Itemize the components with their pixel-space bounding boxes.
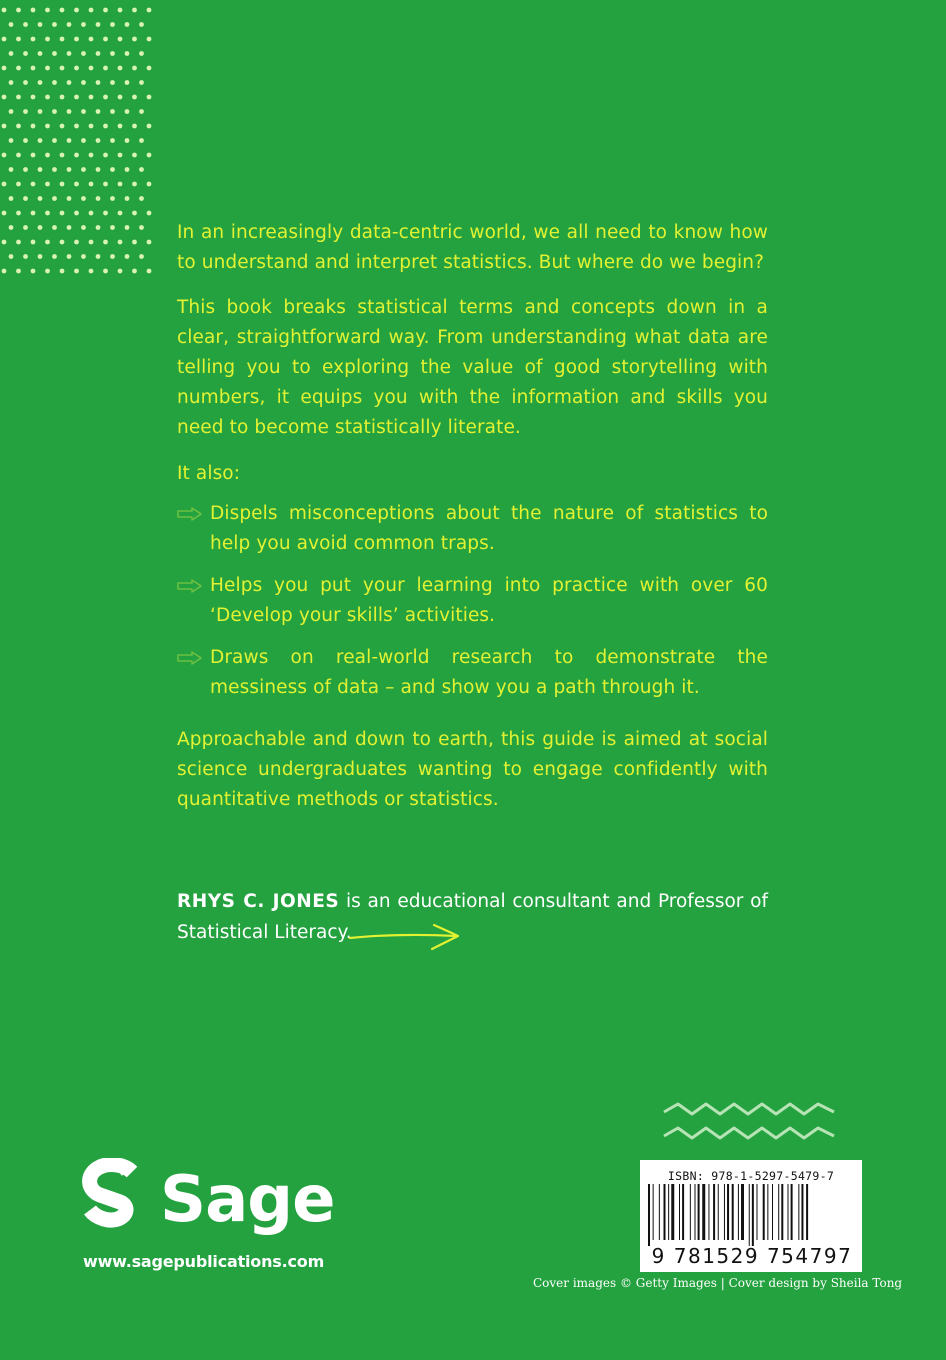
pattern-dot [60, 37, 65, 42]
pattern-dot [45, 211, 50, 216]
pattern-dot [23, 196, 28, 201]
pattern-dot [52, 254, 57, 259]
pattern-dot [147, 240, 152, 245]
pattern-dot [139, 109, 144, 114]
pattern-dot [16, 211, 21, 216]
pattern-dot [132, 211, 137, 216]
pattern-dot [31, 153, 36, 158]
pattern-dot [45, 240, 50, 245]
summary-paragraph: This book breaks statistical terms and concepts down in a clear, straightforward way. From understanding what data are telling you to exploring the value of good storytelling with numbers, it equips you with the information and skills you need to become statistically literate. [177, 297, 768, 438]
pattern-dot [60, 153, 65, 158]
arrow-bullet-icon [177, 507, 203, 521]
pattern-dot [60, 95, 65, 100]
arrow-bullet-icon [177, 579, 203, 593]
pattern-dot [67, 22, 72, 27]
pattern-dot [103, 269, 108, 274]
pattern-dot [103, 66, 108, 71]
pattern-dot [132, 95, 137, 100]
pattern-dot [89, 8, 94, 13]
pattern-dot [74, 95, 79, 100]
barcode-bar [798, 1184, 799, 1240]
pattern-dot [132, 37, 137, 42]
barcode-bar [767, 1184, 768, 1240]
pattern-dot [74, 124, 79, 129]
pattern-dot [125, 138, 130, 143]
pattern-dot [31, 8, 36, 13]
pattern-dot [16, 240, 21, 245]
bullet-item [177, 499, 768, 559]
bullet-text: Draws on real-world research to demonstrate the messiness of data – and show you a path through it. [210, 647, 768, 698]
barcode-bar [671, 1184, 674, 1240]
barcode-bar [679, 1184, 680, 1240]
pattern-dot [16, 66, 21, 71]
author-name: RHYS C. JONES [177, 891, 340, 912]
also-label: It also: [177, 463, 241, 484]
pattern-dot [89, 269, 94, 274]
pattern-dot [147, 182, 152, 187]
barcode-bar [724, 1184, 725, 1240]
publisher-website[interactable]: www.sagepublications.com [83, 1252, 325, 1271]
pattern-dot [89, 124, 94, 129]
pattern-dot [45, 8, 50, 13]
pattern-dot [67, 196, 72, 201]
pattern-dot [23, 167, 28, 172]
pattern-dot [89, 37, 94, 42]
pattern-dot [132, 182, 137, 187]
pattern-dot [103, 240, 108, 245]
intro-paragraph: In an increasingly data-centric world, we all need to know how to understand and interpret statistics. But where do we begin? [177, 222, 768, 273]
pattern-dot [125, 167, 130, 172]
bullet-item [177, 571, 768, 631]
pattern-dot [139, 167, 144, 172]
pattern-dot [45, 182, 50, 187]
pattern-dot [23, 80, 28, 85]
pattern-dot [38, 225, 43, 230]
pattern-dot [118, 66, 123, 71]
pattern-dot [45, 124, 50, 129]
pattern-dot [74, 66, 79, 71]
pattern-dot [96, 51, 101, 56]
pattern-dot [45, 37, 50, 42]
barcode-bar [772, 1184, 773, 1240]
pattern-dot [125, 22, 130, 27]
pattern-dot [2, 153, 7, 158]
pattern-dot [52, 167, 57, 172]
barcode-bar [702, 1184, 705, 1240]
pattern-dot [52, 138, 57, 143]
pattern-dot [2, 269, 7, 274]
pattern-dot [38, 254, 43, 259]
pattern-dot [52, 22, 57, 27]
pattern-dot [45, 66, 50, 71]
pattern-dot [16, 182, 21, 187]
pattern-dot [147, 211, 152, 216]
barcode-bar [713, 1184, 715, 1240]
pattern-dot [74, 182, 79, 187]
author-bio [177, 886, 768, 948]
barcode-bar [763, 1184, 765, 1240]
pattern-dot [110, 225, 115, 230]
pattern-dot [67, 225, 72, 230]
pattern-dot [89, 240, 94, 245]
bullet-item [177, 643, 768, 703]
pattern-dot [96, 196, 101, 201]
pattern-dot [9, 138, 14, 143]
pattern-dot [103, 211, 108, 216]
pattern-dot [118, 211, 123, 216]
pattern-dot [96, 109, 101, 114]
pattern-dot [147, 66, 152, 71]
pattern-dot [139, 225, 144, 230]
pattern-dot [67, 109, 72, 114]
barcode-bar [653, 1184, 654, 1240]
pattern-dot [132, 269, 137, 274]
pattern-dot [89, 66, 94, 71]
pattern-dot [16, 269, 21, 274]
pattern-dot [23, 254, 28, 259]
barcode-bar [659, 1184, 660, 1240]
pattern-dot [67, 51, 72, 56]
pattern-dot [103, 8, 108, 13]
pattern-dot [118, 153, 123, 158]
barcode-bar [749, 1184, 750, 1246]
pattern-dot [147, 153, 152, 158]
pattern-dot [2, 240, 7, 245]
barcode-bar [664, 1184, 666, 1240]
barcode-number: 9 781529 754797 [651, 1244, 853, 1268]
pattern-dot [139, 196, 144, 201]
barcode-bar [727, 1184, 729, 1240]
dot-pattern [0, 0, 160, 275]
pattern-dot [60, 124, 65, 129]
pattern-dot [16, 124, 21, 129]
pattern-dot [81, 167, 86, 172]
hand-drawn-arrow-icon [348, 922, 464, 952]
pattern-dot [67, 167, 72, 172]
pattern-dot [2, 182, 7, 187]
pattern-dot [38, 138, 43, 143]
pattern-dot [38, 80, 43, 85]
pattern-dot [9, 167, 14, 172]
pattern-dot [118, 95, 123, 100]
pattern-dot [74, 37, 79, 42]
pattern-dot [74, 211, 79, 216]
pattern-dot [81, 109, 86, 114]
barcode-bar [718, 1184, 719, 1240]
pattern-dot [23, 138, 28, 143]
barcode-bar [757, 1184, 758, 1240]
pattern-dot [60, 182, 65, 187]
pattern-dot [9, 22, 14, 27]
pattern-dot [2, 95, 7, 100]
pattern-dot [139, 138, 144, 143]
author-description: is an educational consultant and Professor of Statistical Literacy. [177, 891, 768, 943]
pattern-dot [67, 80, 72, 85]
pattern-dot [52, 225, 57, 230]
pattern-dot [81, 225, 86, 230]
pattern-dot [81, 80, 86, 85]
pattern-dot [147, 37, 152, 42]
pattern-dot [110, 254, 115, 259]
barcode-bar [741, 1184, 744, 1240]
barcode-bar [781, 1184, 783, 1240]
arrow-bullet-icon [177, 651, 203, 665]
pattern-dot [52, 80, 57, 85]
isbn-label: ISBN: 978-1-5297-5479-7 [667, 1169, 835, 1183]
pattern-dot [125, 196, 130, 201]
pattern-dot [89, 211, 94, 216]
barcode-bar [690, 1184, 691, 1240]
pattern-dot [2, 211, 7, 216]
pattern-dot [110, 109, 115, 114]
pattern-dot [38, 51, 43, 56]
pattern-dot [60, 240, 65, 245]
pattern-dot [16, 8, 21, 13]
pattern-dot [125, 225, 130, 230]
bullet-text: Helps you put your learning into practice with over 60 ‘Develop your skills’ activities. [210, 575, 768, 626]
pattern-dot [139, 80, 144, 85]
pattern-dot [89, 95, 94, 100]
pattern-dot [118, 8, 123, 13]
pattern-dot [31, 95, 36, 100]
pattern-dot [139, 254, 144, 259]
pattern-dot [132, 8, 137, 13]
pattern-dot [110, 138, 115, 143]
pattern-dot [23, 51, 28, 56]
barcode-bar [738, 1184, 739, 1240]
pattern-dot [60, 269, 65, 274]
pattern-dot [74, 269, 79, 274]
blurb [177, 218, 768, 815]
pattern-dot [110, 51, 115, 56]
pattern-dot [125, 80, 130, 85]
pattern-dot [81, 254, 86, 259]
pattern-dot [147, 95, 152, 100]
pattern-dot [103, 182, 108, 187]
pattern-dot [118, 124, 123, 129]
pattern-dot [9, 225, 14, 230]
pattern-dot [67, 254, 72, 259]
pattern-dot [9, 80, 14, 85]
pattern-dot [9, 109, 14, 114]
pattern-dot [81, 22, 86, 27]
pattern-dot [147, 269, 152, 274]
pattern-dot [38, 22, 43, 27]
barcode [640, 1160, 862, 1272]
pattern-dot [31, 211, 36, 216]
pattern-dot [52, 109, 57, 114]
pattern-dot [96, 22, 101, 27]
pattern-dot [38, 167, 43, 172]
pattern-dot [45, 269, 50, 274]
pattern-dot [132, 153, 137, 158]
pattern-dot [96, 254, 101, 259]
barcode-bar [682, 1184, 684, 1240]
pattern-dot [110, 196, 115, 201]
pattern-dot [31, 269, 36, 274]
publisher-name: Sage [160, 1163, 335, 1237]
pattern-dot [96, 167, 101, 172]
pattern-dot [103, 95, 108, 100]
pattern-dot [23, 225, 28, 230]
pattern-dot [118, 269, 123, 274]
bullet-text: Dispels misconceptions about the nature of statistics to help you avoid common traps. [210, 503, 768, 554]
pattern-dot [16, 153, 21, 158]
pattern-dot [16, 37, 21, 42]
pattern-dot [31, 182, 36, 187]
pattern-dot [67, 138, 72, 143]
pattern-dot [38, 196, 43, 201]
pattern-dot [2, 124, 7, 129]
pattern-dot [89, 153, 94, 158]
barcode-bars [648, 1184, 854, 1246]
pattern-dot [74, 153, 79, 158]
audience-paragraph: Approachable and down to earth, this guide is aimed at social science undergraduates wanting to engage confidently with quantitative methods or statistics. [177, 729, 768, 810]
barcode-bar [695, 1184, 696, 1240]
pattern-dot [118, 182, 123, 187]
barcode-bar [732, 1184, 734, 1240]
pattern-dot [9, 51, 14, 56]
barcode-bar [648, 1184, 650, 1246]
pattern-dot [45, 153, 50, 158]
pattern-dot [118, 240, 123, 245]
pattern-dot [2, 37, 7, 42]
pattern-dot [96, 80, 101, 85]
pattern-dot [110, 167, 115, 172]
pattern-dot [132, 124, 137, 129]
pattern-dot [89, 182, 94, 187]
pattern-dot [52, 196, 57, 201]
pattern-dot [38, 109, 43, 114]
pattern-dot [147, 124, 152, 129]
pattern-dot [81, 51, 86, 56]
pattern-dot [23, 22, 28, 27]
cover-credits: Cover images © Getty Images | Cover design by Sheila Tong [533, 1276, 903, 1290]
pattern-dot [125, 51, 130, 56]
bullet-list [177, 499, 768, 703]
barcode-bar [788, 1184, 789, 1240]
pattern-dot [31, 37, 36, 42]
barcode-bar [778, 1184, 779, 1240]
barcode-bar [801, 1184, 803, 1240]
pattern-dot [60, 8, 65, 13]
pattern-dot [132, 66, 137, 71]
pattern-dot [103, 153, 108, 158]
pattern-dot [132, 240, 137, 245]
barcode-bar [698, 1184, 700, 1240]
pattern-dot [2, 66, 7, 71]
barcode-bar [708, 1184, 709, 1240]
pattern-dot [60, 211, 65, 216]
pattern-dot [74, 240, 79, 245]
barcode-bar [668, 1184, 669, 1240]
pattern-dot [45, 95, 50, 100]
pattern-dot [125, 254, 130, 259]
pattern-dot [23, 109, 28, 114]
pattern-dot [96, 138, 101, 143]
pattern-dot [31, 124, 36, 129]
barcode-bar [752, 1184, 754, 1246]
pattern-dot [110, 22, 115, 27]
pattern-dot [147, 8, 152, 13]
pattern-dot [74, 8, 79, 13]
pattern-dot [81, 196, 86, 201]
pattern-dot [2, 8, 7, 13]
pattern-dot [31, 66, 36, 71]
sage-s-logo-icon [82, 1158, 142, 1238]
pattern-dot [9, 196, 14, 201]
pattern-dot [81, 138, 86, 143]
pattern-dot [139, 51, 144, 56]
pattern-dot [60, 66, 65, 71]
pattern-dot [16, 95, 21, 100]
pattern-dot [110, 80, 115, 85]
pattern-dot [31, 240, 36, 245]
pattern-dot [103, 124, 108, 129]
pattern-dot [52, 51, 57, 56]
pattern-dot [103, 37, 108, 42]
pattern-dot [118, 37, 123, 42]
zigzag-decoration [662, 1100, 838, 1144]
barcode-bar [806, 1184, 808, 1240]
pattern-dot [139, 22, 144, 27]
pattern-dot [96, 225, 101, 230]
barcode-bar [791, 1184, 793, 1240]
pattern-dot [125, 109, 130, 114]
pattern-dot [9, 254, 14, 259]
